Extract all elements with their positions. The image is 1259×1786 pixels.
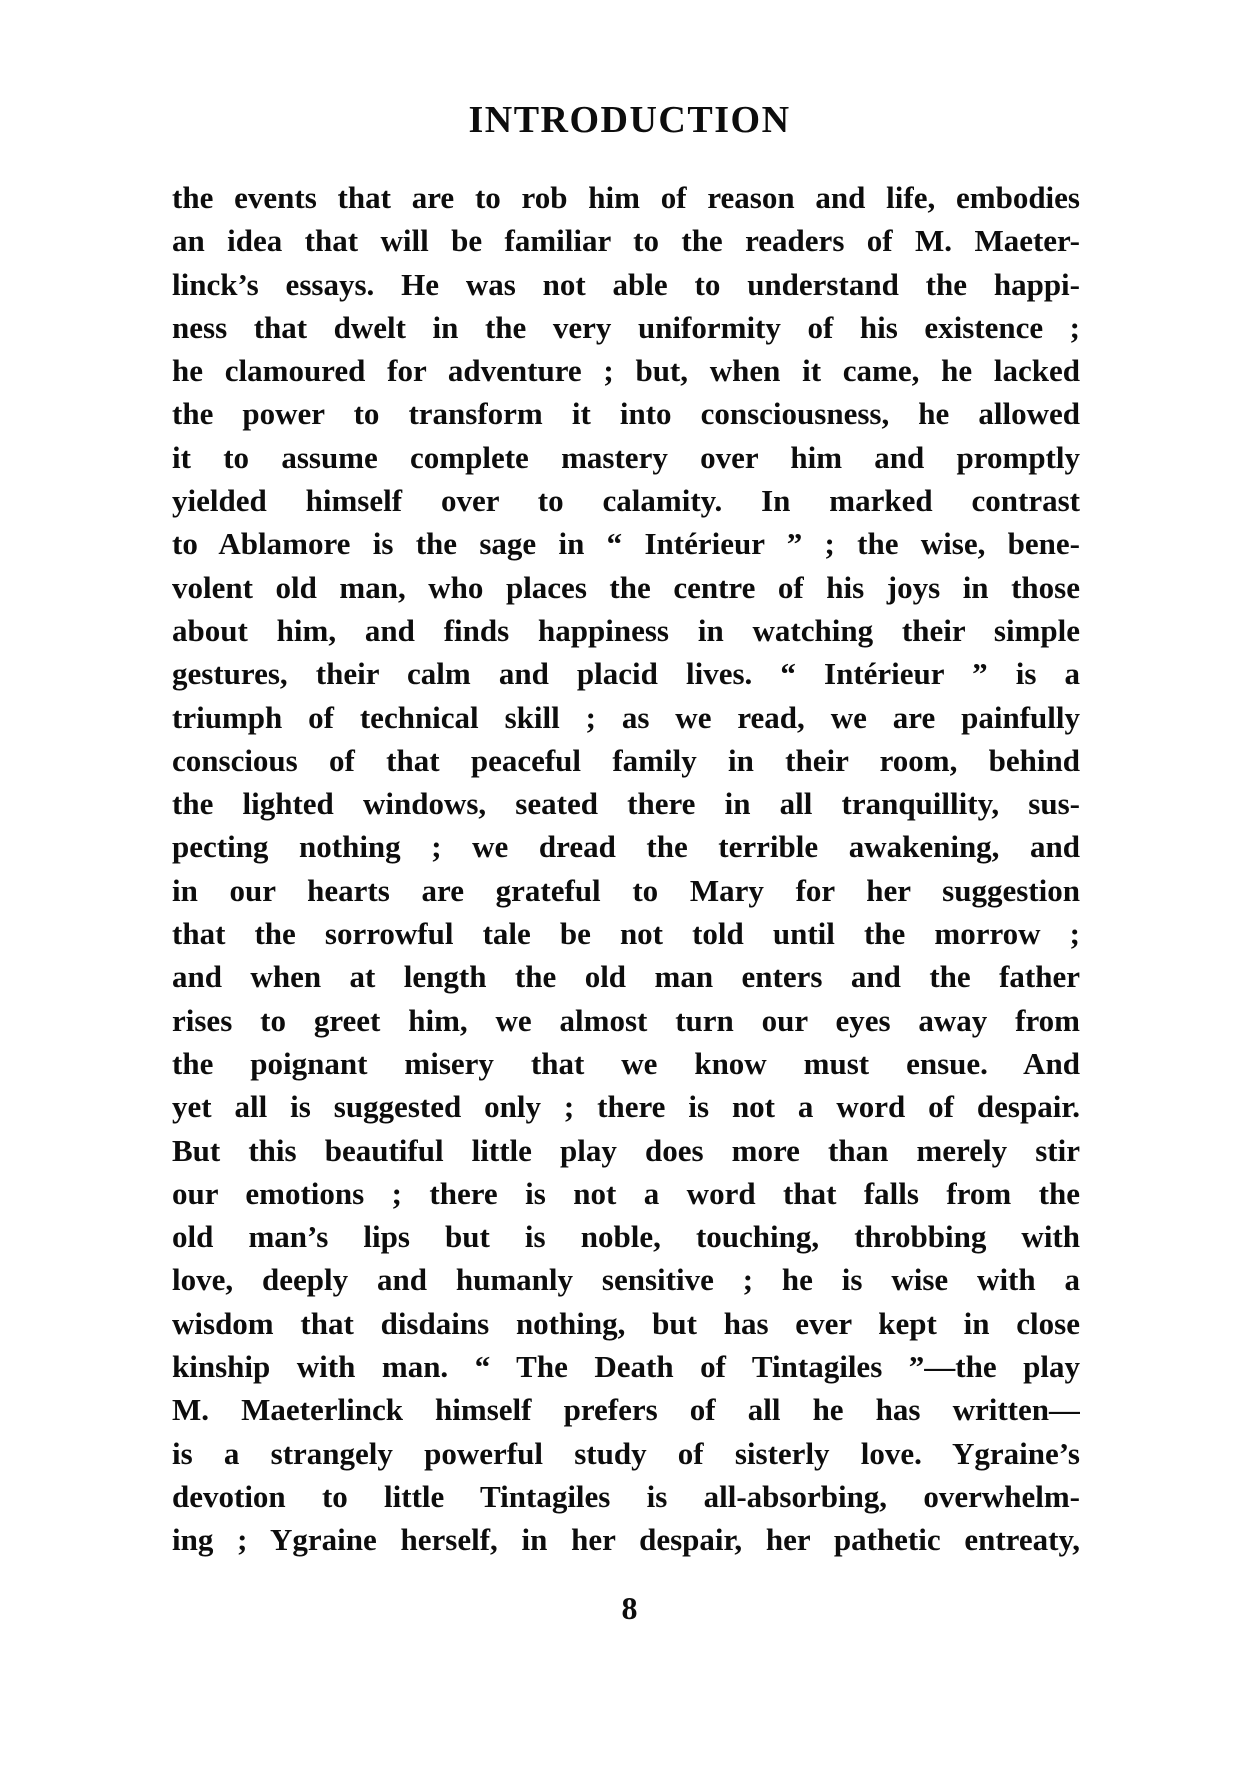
text-line: love, deeply and humanly sensitive ; he is wise with a [172,1262,1080,1298]
text-line: devotion to little Tintagiles is all-absorbing, overwhelm- [172,1478,1080,1514]
body-text [172,176,1080,1562]
text-line: in our hearts are grateful to Mary for her suggestion [172,872,1080,908]
text-line: about him, and finds happiness in watching their simple [172,612,1080,648]
text-line: and when at length the old man enters and the father [172,959,1080,995]
text-line: the power to transform it into consciousness, he allowed [172,396,1080,432]
text-line: is a strangely powerful study of sisterly love. Ygraine’s [172,1435,1080,1471]
text-line: triumph of technical skill ; as we read, we are painfully [172,699,1080,735]
text-line: rises to greet him, we almost turn our eyes away from [172,1002,1080,1038]
text-line: linck’s essays. He was not able to understand the happi- [172,266,1080,302]
text-line: kinship with man. “ The Death of Tintagiles ”—the play [172,1349,1080,1385]
text-line: ing ; Ygraine herself, in her despair, her pathetic entreaty, [172,1522,1080,1558]
text-line: ness that dwelt in the very uniformity of his existence ; [172,309,1080,345]
text-line: an idea that will be familiar to the readers of M. Maeter- [172,223,1080,259]
text-line: pecting nothing ; we dread the terrible awakening, and [172,829,1080,865]
text-line: conscious of that peaceful family in their room, behind [172,742,1080,778]
text-line: wisdom that disdains nothing, but has ever kept in close [172,1305,1080,1341]
text-line: the events that are to rob him of reason and life, embodies [172,180,1080,215]
text-line: old man’s lips but is noble, touching, throbbing with [172,1219,1080,1255]
text-line: yielded himself over to calamity. In marked contrast [172,483,1080,519]
text-line: M. Maeterlinck himself prefers of all he has written— [172,1392,1080,1428]
text-line: But this beautiful little play does more than merely stir [172,1132,1080,1168]
text-line: it to assume complete mastery over him and promptly [172,439,1080,475]
text-line: the lighted windows, seated there in all tranquillity, sus- [172,786,1080,822]
text-line: he clamoured for adventure ; but, when it came, he lacked [172,353,1080,389]
text-line: the poignant misery that we know must ensue. And [172,1045,1080,1081]
text-line: yet all is suggested only ; there is not a word of despair. [172,1089,1080,1125]
text-line: our emotions ; there is not a word that falls from the [172,1175,1080,1211]
text-line: volent old man, who places the centre of his joys in those [172,569,1080,605]
text-line: to Ablamore is the sage in “ Intérieur ” ; the wise, bene- [172,526,1080,562]
running-head: INTRODUCTION [468,99,791,141]
text-line: that the sorrowful tale be not told until the morrow ; [172,916,1080,952]
page-number: 8 [621,1590,638,1626]
text-line: gestures, their calm and placid lives. “ Intérieur ” is a [172,656,1080,692]
